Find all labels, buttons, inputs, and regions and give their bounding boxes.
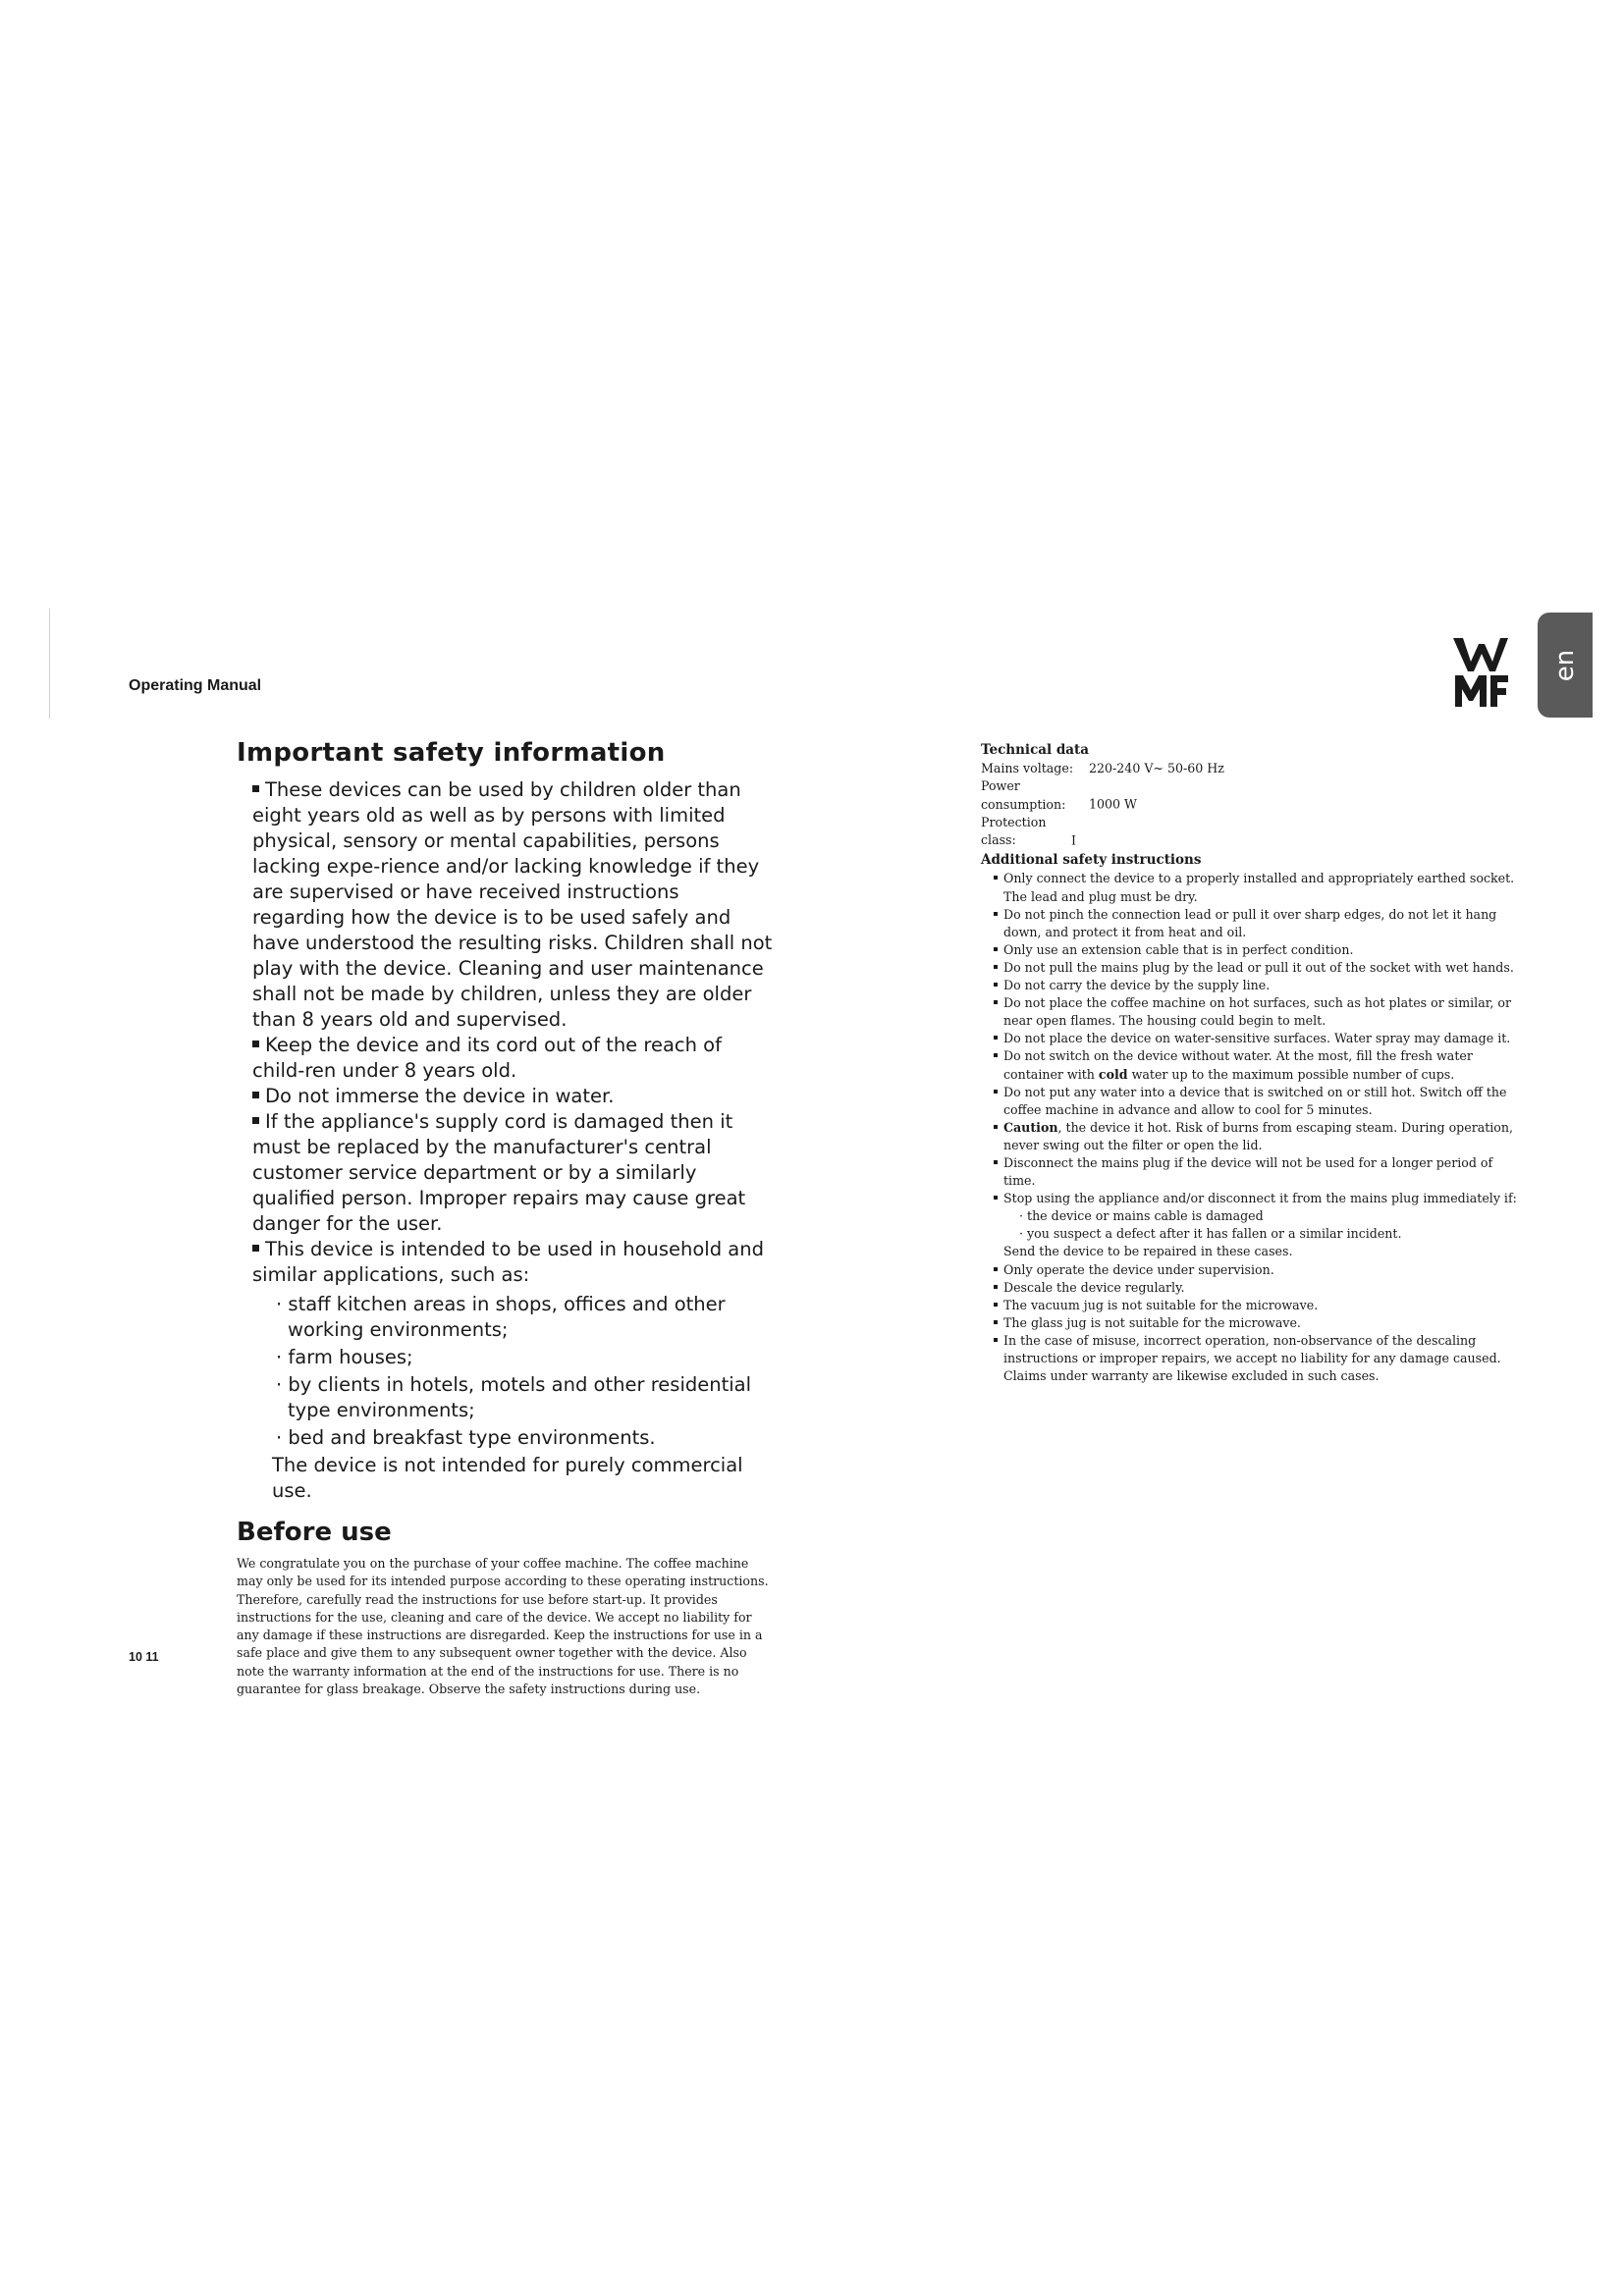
list-item: Only use an extension cable that is in perfect condition. bbox=[994, 941, 1526, 959]
additional-safety-list-2 bbox=[994, 1261, 1526, 1386]
bullet-icon bbox=[994, 1303, 998, 1307]
list-item: Do not place the coffee machine on hot surfaces, such as hot plates or similar, or near open flames. The housing could begin to melt. bbox=[994, 994, 1526, 1030]
list-item: This device is intended to be used in household and similar applications, such as: · staff kitchen areas in shops, offices and other working environments; · farm houses; · by clients in hotels, motels and other residential type environments; · bed and breakfast type environments. bbox=[252, 1237, 777, 1451]
bullet-icon bbox=[994, 1338, 998, 1342]
bullet-icon bbox=[994, 965, 998, 969]
applications-list bbox=[276, 1292, 777, 1451]
list-item: Only operate the device under supervision. bbox=[994, 1261, 1526, 1279]
list-item: Descale the device regularly. bbox=[994, 1279, 1526, 1297]
bullet-icon bbox=[252, 1117, 259, 1124]
safety-list bbox=[252, 777, 777, 1451]
technical-data-heading: Technical data bbox=[981, 742, 1090, 758]
bullet-icon bbox=[994, 1320, 998, 1324]
bullet-icon bbox=[994, 1053, 998, 1057]
sub-list-item: · the device or mains cable is damaged bbox=[1019, 1208, 1264, 1224]
list-item: Do not switch on the device without water. At the most, fill the fresh water container with cold water up to the maximum possible number of cups. bbox=[994, 1047, 1526, 1083]
list-item: Do not pinch the connection lead or pull it over sharp edges, do not let it hang down, and protect it from heat and oil. bbox=[994, 906, 1526, 941]
caution-item: Caution, the device it hot. Risk of burns from escaping steam. During operation, never swing out the filter or open the lid. bbox=[994, 1119, 1526, 1154]
right-column bbox=[981, 742, 1526, 1385]
bullet-icon bbox=[252, 785, 259, 792]
bullet-icon bbox=[252, 1041, 259, 1047]
margin-rule bbox=[49, 609, 50, 719]
language-tab[interactable] bbox=[1538, 613, 1593, 718]
list-item: Disconnect the mains plug if the device will not be used for a longer period of time. bbox=[994, 1154, 1526, 1190]
repair-note: Send the device to be repaired in these cases. bbox=[1003, 1244, 1293, 1259]
bullet-icon bbox=[252, 1092, 259, 1098]
before-use-text: We congratulate you on the purchase of your coffee machine. The coffee machine may only be used for its intended purpose according to these operating instructions. Therefore, carefully read the instructions for use before start-up. It provides instructions for the use, cleaning and care of the device. We accept no liability for any damage if these instructions are disregarded. Keep the instructions for use in a safe place and give them to any subsequent owner together with the device. Also note the warranty information at the end of the instructions for use. There is no guarantee for glass breakage. Observe the safety instructions during use. bbox=[237, 1556, 769, 1697]
left-column bbox=[237, 738, 777, 1698]
bullet-icon bbox=[994, 947, 998, 951]
sub-list-item: · farm houses; bbox=[276, 1346, 413, 1368]
list-item: Do not put any water into a device that is switched on or still hot. Switch off the coffee machine in advance and allow to cool for 5 minutes. bbox=[994, 1084, 1526, 1119]
tech-row-protection: Protection class: I bbox=[981, 814, 1076, 848]
language-label: en bbox=[1550, 649, 1580, 681]
list-item: Do not place the device on water-sensitive surfaces. Water spray may damage it. bbox=[994, 1030, 1526, 1047]
list-item: Do not pull the mains plug by the lead or pull it out of the socket with wet hands. bbox=[994, 959, 1526, 977]
stop-conditions-list bbox=[1019, 1207, 1526, 1243]
list-item: In the case of misuse, incorrect operation, non-observance of the descaling instructions or improper repairs, we accept no liability for any damage caused. Claims under warranty are likewise excluded in such cases. bbox=[994, 1332, 1526, 1385]
sub-list-item: · staff kitchen areas in shops, offices and other working environments; bbox=[276, 1293, 726, 1341]
bullet-icon bbox=[994, 1267, 998, 1271]
additional-safety-list bbox=[994, 870, 1526, 1243]
bullet-icon bbox=[994, 1125, 998, 1129]
bullet-icon bbox=[994, 1036, 998, 1040]
bullet-icon bbox=[994, 876, 998, 880]
bullet-icon bbox=[994, 1090, 998, 1094]
bullet-icon bbox=[994, 983, 998, 987]
bullet-icon bbox=[994, 912, 998, 916]
list-item: Only connect the device to a properly installed and appropriately earthed socket. The lead and plug must be dry. bbox=[994, 870, 1526, 905]
wmf-logo bbox=[1451, 636, 1510, 709]
bullet-icon bbox=[252, 1245, 259, 1252]
list-item: Stop using the appliance and/or disconnect it from the mains plug immediately if: · the device or mains cable is damaged · you suspect a defect after it has fallen or a similar incident. bbox=[994, 1190, 1526, 1243]
bullet-icon bbox=[994, 1160, 998, 1164]
list-item: Keep the device and its cord out of the reach of child-ren under 8 years old. bbox=[252, 1034, 722, 1082]
sub-list-item: · bed and breakfast type environments. bbox=[276, 1426, 656, 1449]
list-item: Do not carry the device by the supply line. bbox=[994, 977, 1526, 994]
list-item: The glass jug is not suitable for the microwave. bbox=[994, 1314, 1526, 1332]
additional-safety-heading: Additional safety instructions bbox=[981, 852, 1202, 869]
list-item: Do not immerse the device in water. bbox=[252, 1084, 777, 1109]
page-numbers: 10 11 bbox=[129, 1650, 159, 1664]
commercial-use-note: The device is not intended for purely commercial use. bbox=[272, 1454, 743, 1502]
list-item: If the appliance's supply cord is damaged then it must be replaced by the manufacturer's central customer service department or by a similarly qualified person. Improper repairs may cause great danger for the user. bbox=[252, 1110, 746, 1235]
list-item: The vacuum jug is not suitable for the microwave. bbox=[994, 1297, 1526, 1314]
safety-heading: Important safety information bbox=[237, 738, 666, 768]
sub-list-item: · by clients in hotels, motels and other residential type environments; bbox=[276, 1373, 752, 1421]
document-title: Operating Manual bbox=[129, 677, 262, 694]
tech-row-power: Power consumption: 1000 W bbox=[981, 778, 1137, 812]
bullet-icon bbox=[994, 1285, 998, 1289]
list-item: These devices can be used by children older than eight years old as well as by persons with limited physical, sensory or mental capabilities, persons lacking expe-rience and/or lacking knowledge if they are supervised or have received instructions regarding how the device is to be used safely and have understood the resulting risks. Children shall not play with the device. Cleaning and user maintenance shall not be made by children, unless they are older than 8 years old and supervised. bbox=[252, 778, 773, 1031]
bullet-icon bbox=[994, 1000, 998, 1004]
before-use-heading: Before use bbox=[237, 1518, 392, 1547]
tech-row-voltage: Mains voltage: 220-240 V~ 50-60 Hz bbox=[981, 761, 1224, 775]
bullet-icon bbox=[994, 1196, 998, 1200]
sub-list-item: · you suspect a defect after it has fallen or a similar incident. bbox=[1019, 1226, 1402, 1242]
